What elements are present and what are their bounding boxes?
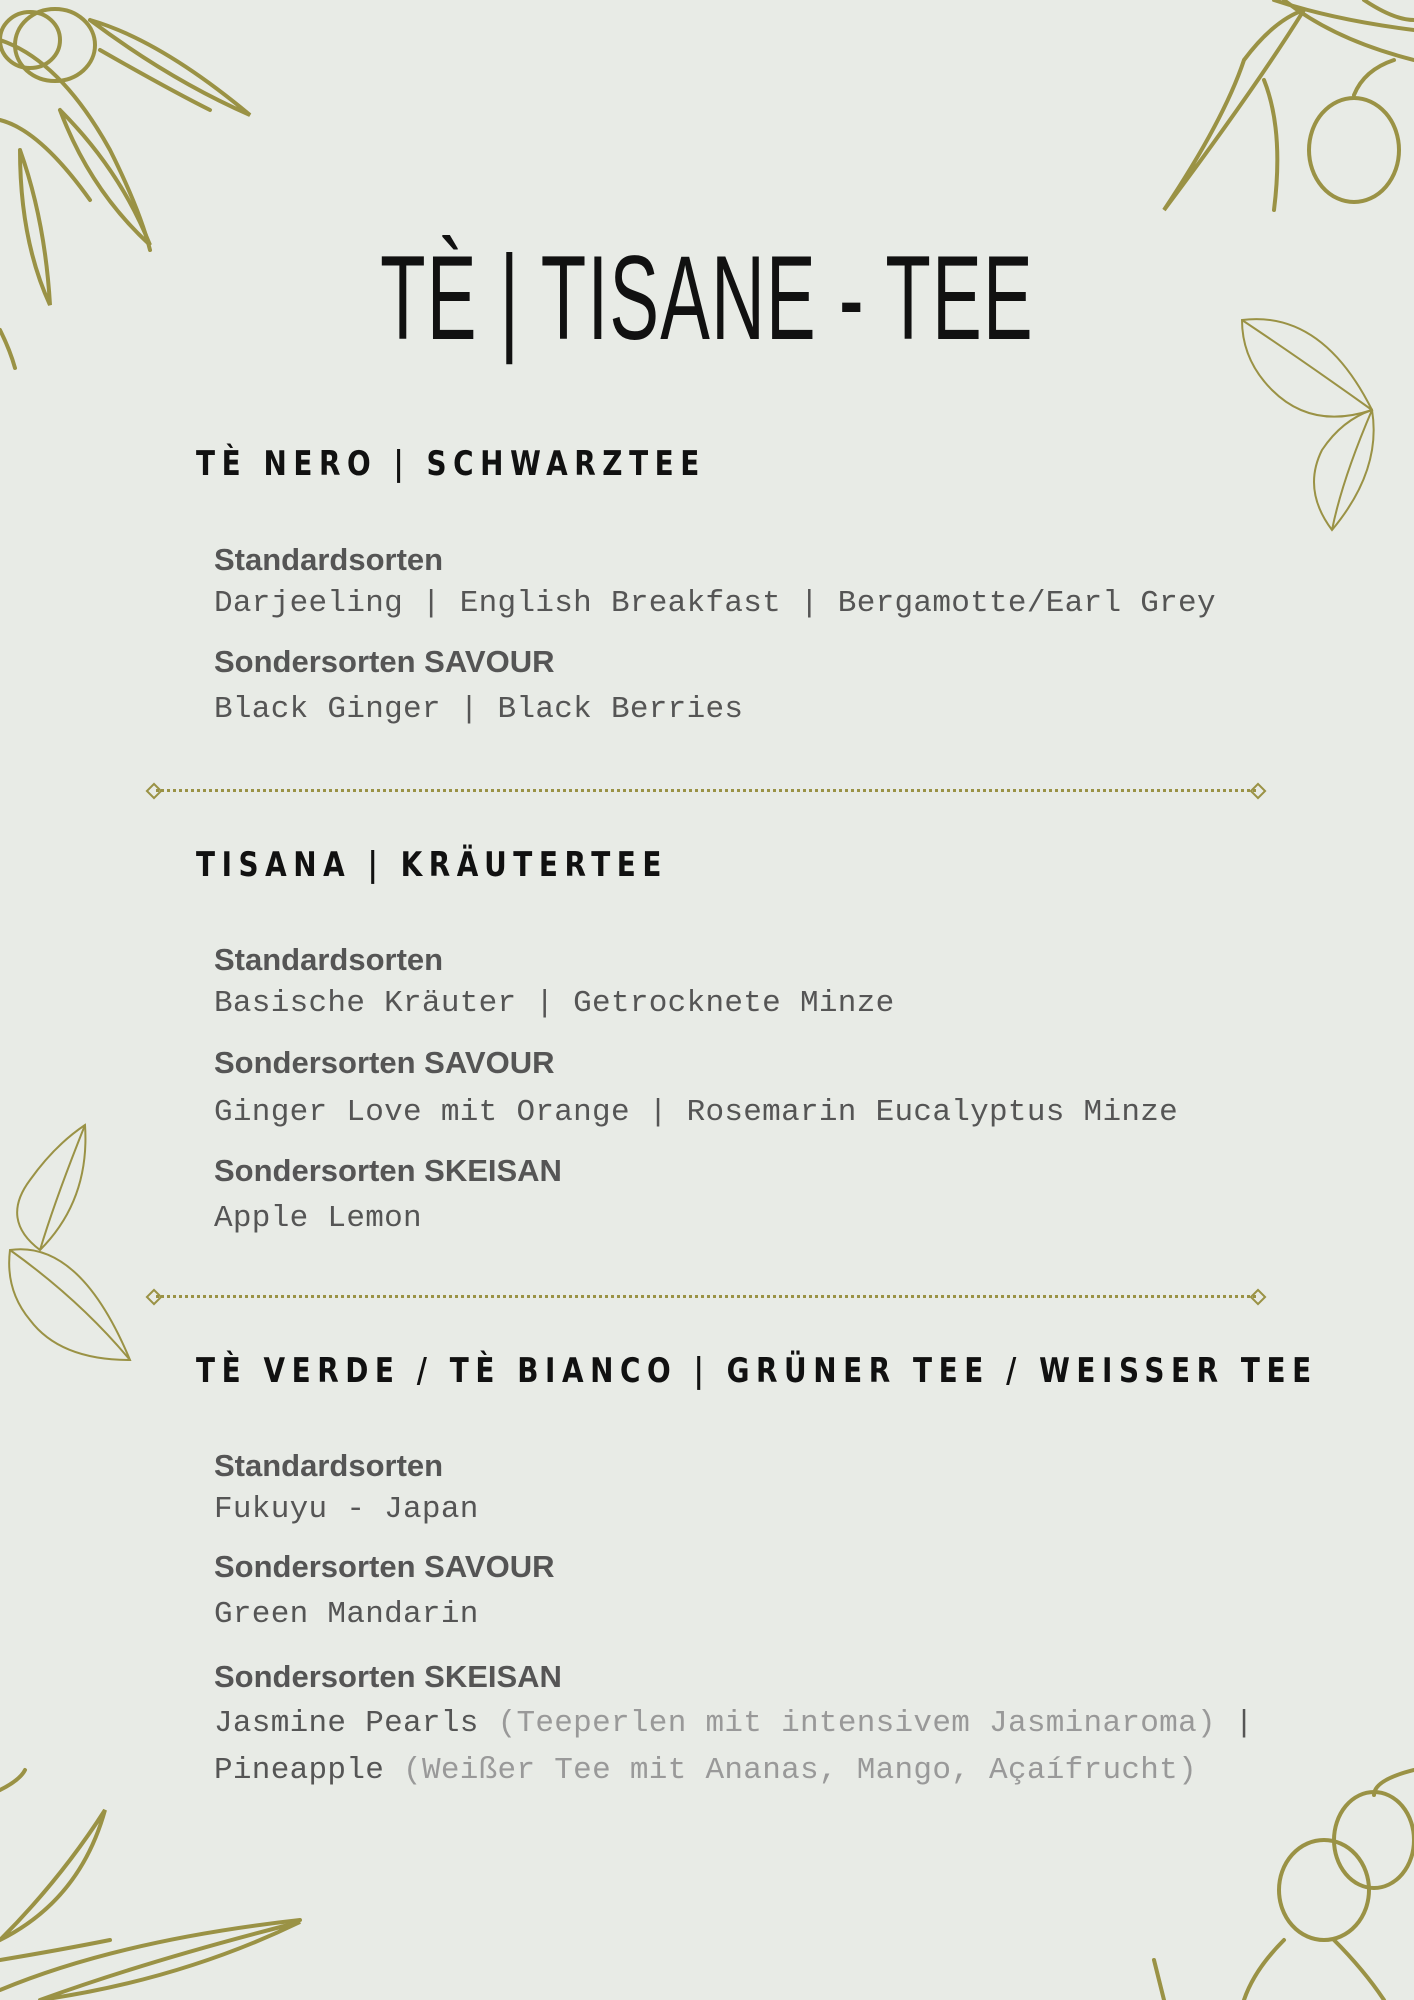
page-title: TÈ | TISANE - TEE bbox=[380, 231, 1034, 365]
olive-branch-icon bbox=[0, 0, 260, 380]
olive-branch-icon bbox=[1134, 0, 1414, 220]
tea-note: (Teeperlen mit intensivem Jasminaroma) bbox=[497, 1706, 1216, 1741]
olive-branch-icon bbox=[1134, 1760, 1414, 2000]
olive-branch-icon bbox=[0, 1760, 320, 2000]
section-heading-black-tea: TÈ NERO | SCHWARZTEE bbox=[196, 444, 706, 484]
group-items: Fukuyu - Japan bbox=[214, 1492, 479, 1527]
tea-name: Jasmine Pearls bbox=[214, 1706, 479, 1741]
basil-leaf-icon bbox=[1232, 310, 1382, 560]
section-heading-green-white-tea: TÈ VERDE / TÈ BIANCO | GRÜNER TEE / WEISSER TEE bbox=[196, 1351, 1318, 1391]
section-heading-herbal-tea: TISANA | KRÄUTERTEE bbox=[196, 845, 669, 885]
basil-leaf-icon bbox=[0, 1120, 150, 1370]
group-label: Standardsorten bbox=[214, 1448, 444, 1483]
group-label: Sondersorten SAVOUR bbox=[214, 1045, 555, 1080]
group-label: Standardsorten bbox=[214, 942, 444, 977]
group-items: Basische Kräuter | Getrocknete Minze bbox=[214, 986, 895, 1021]
group-label: Sondersorten SKEISAN bbox=[214, 1659, 562, 1694]
tea-note: (Weißer Tee mit Ananas, Mango, Açaífrucht) bbox=[403, 1753, 1197, 1788]
group-items: Apple Lemon bbox=[214, 1201, 422, 1236]
group-items-line-2 bbox=[214, 1753, 1197, 1788]
group-label: Standardsorten bbox=[214, 542, 444, 577]
separator: | bbox=[1234, 1706, 1254, 1741]
group-items: Black Ginger | Black Berries bbox=[214, 692, 744, 727]
group-label: Sondersorten SKEISAN bbox=[214, 1153, 562, 1188]
group-label: Sondersorten SAVOUR bbox=[214, 1549, 555, 1584]
group-items-line-1 bbox=[214, 1706, 1254, 1741]
group-items: Ginger Love mit Orange | Rosemarin Eucalyptus Minze bbox=[214, 1095, 1179, 1130]
tea-name: Pineapple bbox=[214, 1753, 385, 1788]
group-items: Green Mandarin bbox=[214, 1597, 479, 1632]
section-divider bbox=[148, 784, 1264, 796]
group-items: Darjeeling | English Breakfast | Bergamotte/Earl Grey bbox=[214, 586, 1216, 621]
section-divider bbox=[148, 1290, 1264, 1302]
group-label: Sondersorten SAVOUR bbox=[214, 644, 555, 679]
